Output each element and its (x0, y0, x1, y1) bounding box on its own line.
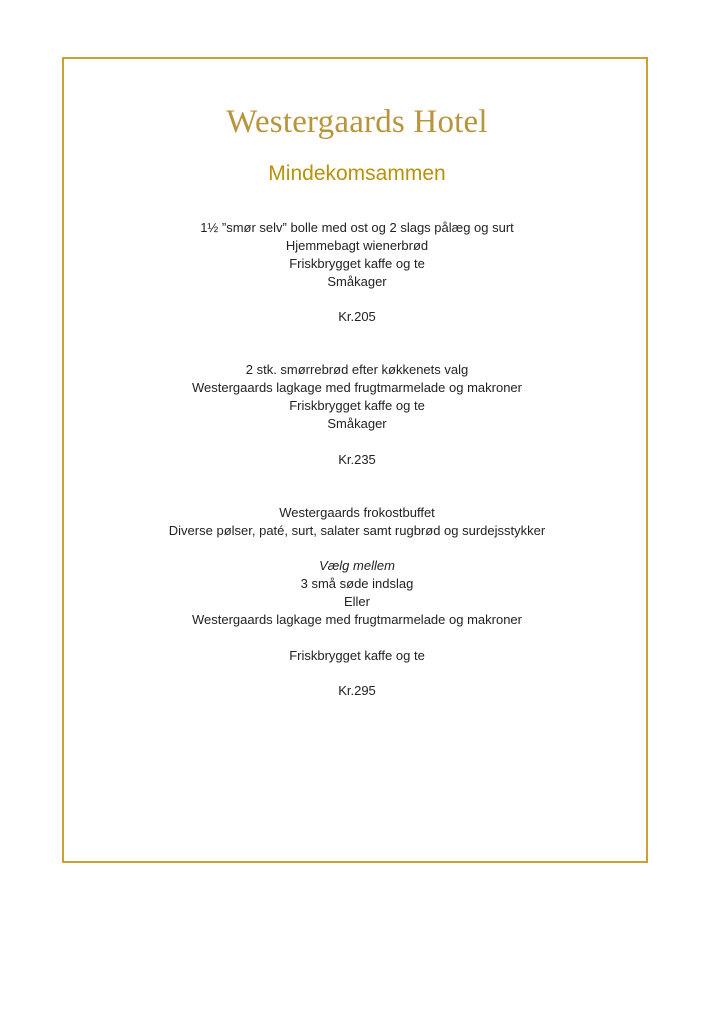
menu2-item-1: 2 stk. smørrebrød efter køkkenets valg (245, 362, 469, 377)
menu3-title: Westergaards frokostbuffet (279, 505, 435, 520)
menu1-item-4: Småkager (327, 274, 387, 289)
menu1-item-2: Hjemmebagt wienerbrød (285, 238, 429, 253)
menu2-item-4: Småkager (327, 416, 387, 431)
menu3-choose-label: Vælg mellem (319, 558, 395, 573)
menu3-or-label: Eller (343, 594, 370, 609)
menu3-description: Diverse pølser, paté, surt, salater samt rugbrød og surdejsstykker (168, 523, 546, 538)
menu2-price: Kr.235 (338, 452, 376, 467)
menu2-item-3: Friskbrygget kaffe og te (289, 398, 425, 413)
menu1-price: Kr.205 (338, 309, 376, 324)
menu1-item-1: 1½ ”smør selv” bolle med ost og 2 slags pålæg og surt (200, 220, 514, 235)
hotel-name: Westergaards Hotel (226, 104, 488, 140)
menu-title: Mindekomsammen (268, 162, 446, 185)
menu1-item-3: Friskbrygget kaffe og te (289, 256, 425, 271)
menu3-option-1: 3 små søde indslag (300, 576, 414, 591)
menu2-item-2: Westergaards lagkage med frugtmarmelade og makroner (192, 380, 522, 395)
menu3-option-2: Westergaards lagkage med frugtmarmelade og makroner (192, 612, 522, 627)
menu3-price: Kr.295 (338, 683, 376, 698)
menu3-drinks: Friskbrygget kaffe og te (289, 648, 425, 663)
